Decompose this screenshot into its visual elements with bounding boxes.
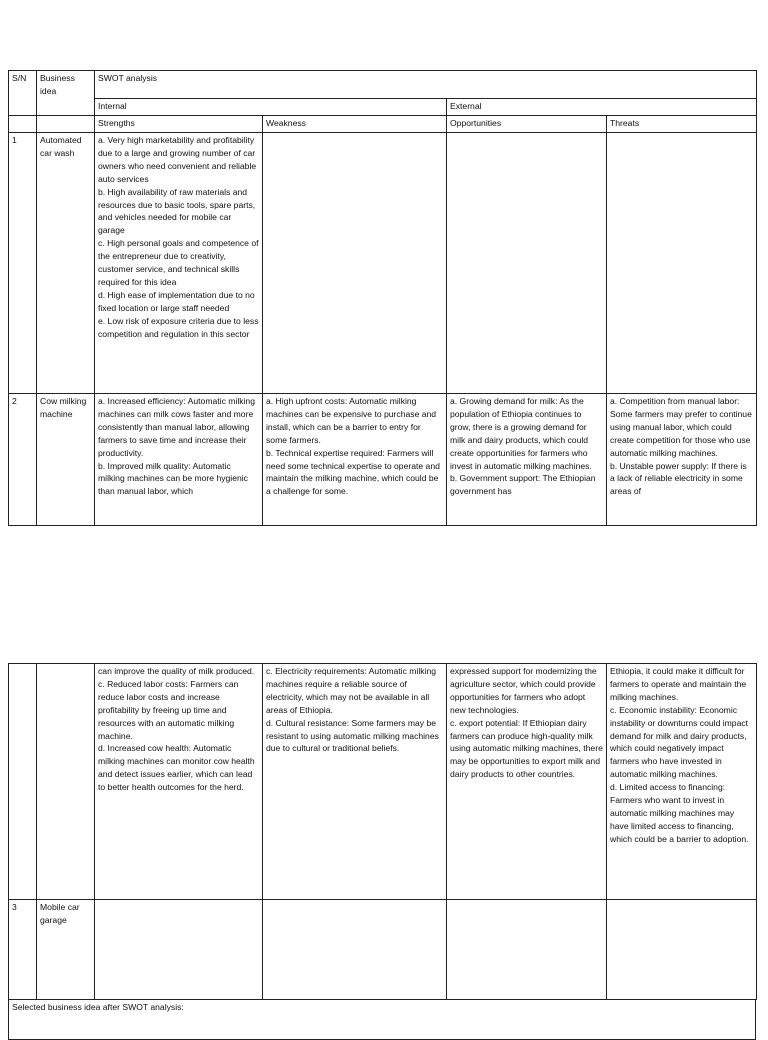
row-opportunities xyxy=(447,394,607,526)
header-external: External xyxy=(447,99,757,116)
row-sn: 3 xyxy=(9,900,37,1000)
selected-idea-table xyxy=(8,999,756,1040)
threats-text: a. Competition from manual labor: Some farmers may prefer to continue using manual labor, which could create competition for those who use automatic milking machines. b. Unstable power supply: If there is a lack of reliable electricity in some areas of xyxy=(610,396,752,497)
header-threats: Threats xyxy=(607,116,757,133)
opportunities-text: a. Growing demand for milk: As the population of Ethiopia continues to grow, there is a growing demand for milk and dairy products, which could create opportunities for farmers who invest in automatic milking machines. b. Government support: The Ethiopian government has xyxy=(450,396,596,497)
row-weakness xyxy=(263,394,447,526)
continued-opportunities: expressed support for modernizing the agriculture sector, which could provide opportunities for farmers who adopt new technologies. c. export potential: If Ethiopian dairy farmers can produce high-quality milk using automatic milking machines, there may be opportunities to export milk and dairy products to other countries. xyxy=(447,664,607,900)
header-internal: Internal xyxy=(95,99,447,116)
header-weakness: Weakness xyxy=(263,116,447,133)
continued-threats: Ethiopia, it could make it difficult for farmers to operate and maintain the milking machines. c. Economic instability: Economic instability or downturns could impact demand for milk and dairy products, which could negatively impact farmers who have invested in automatic milking machines. d. Limited access to financing: Farmers who want to invest in automatic milking machines may have limited access to financing, which could be a barrier to adoption. xyxy=(607,664,757,900)
table-row xyxy=(9,133,757,394)
row-sn: 1 xyxy=(9,133,37,394)
table-row xyxy=(9,900,757,1000)
row-business-idea: Mobile car garage xyxy=(37,900,95,1000)
row-sn: 2 xyxy=(9,394,37,526)
header-swot-analysis: SWOT analysis xyxy=(95,71,757,99)
row-opportunities xyxy=(447,133,607,394)
table-row-continued xyxy=(9,664,757,900)
strengths-text: a. Increased efficiency: Automatic milking machines can milk cows faster and more consistently than manual labor, allowing farmers to save time and increase their productivity. b. Improved milk quality: Automatic milking machines can be more hygienic than manual labor, which xyxy=(98,396,255,497)
header-sn: S/N xyxy=(9,71,37,116)
header-strengths: Strengths xyxy=(95,116,263,133)
header-opportunities: Opportunities xyxy=(447,116,607,133)
row-strengths: a. Very high marketability and profitability due to a large and growing number of car owners who need convenient and reliable auto services b. High availability of raw materials and resources due to basic tools, spare parts, and vehicles needed for mobile car garage c. High personal goals and competence of the entrepreneur due to creativity, customer service, and technical skills required for this idea d. High ease of implementation due to no fixed location or large staff needed e. Low risk of exposure criteria due to less competition and regulation in this sector xyxy=(95,133,263,394)
swot-table-page-1 xyxy=(8,70,757,526)
row-strengths xyxy=(95,394,263,526)
row-business-idea: Automated car wash xyxy=(37,133,95,394)
header-business-idea: Business idea xyxy=(37,71,95,116)
swot-table-page-2 xyxy=(8,663,757,1000)
row-weakness xyxy=(263,133,447,394)
row-threats xyxy=(607,394,757,526)
row-business-idea: Cow milking machine xyxy=(37,394,95,526)
weakness-text: a. High upfront costs: Automatic milking machines can be expensive to purchase and install, which can be a barrier to entry for some farmers. b. Technical expertise required: Farmers will need some technical expertise to operate and maintain the milking machine, which could be a challenge for some. xyxy=(266,396,440,497)
table-row xyxy=(9,394,757,526)
selected-idea-label: Selected business idea after SWOT analysis: xyxy=(9,1000,756,1040)
continued-strengths: can improve the quality of milk produced. c. Reduced labor costs: Farmers can reduce labor costs and increase profitability by freeing up time and resources with an automatic milking machine. d. Increased cow health: Automatic milking machines can monitor cow health and detect issues earlier, which can lead to better health outcomes for the herd. xyxy=(95,664,263,900)
row-threats xyxy=(607,133,757,394)
continued-weakness: c. Electricity requirements: Automatic milking machines require a reliable source of electricity, which may not be available in all areas of Ethiopia. d. Cultural resistance: Some farmers may be resistant to using automatic milking machines due to cultural or traditional beliefs. xyxy=(263,664,447,900)
